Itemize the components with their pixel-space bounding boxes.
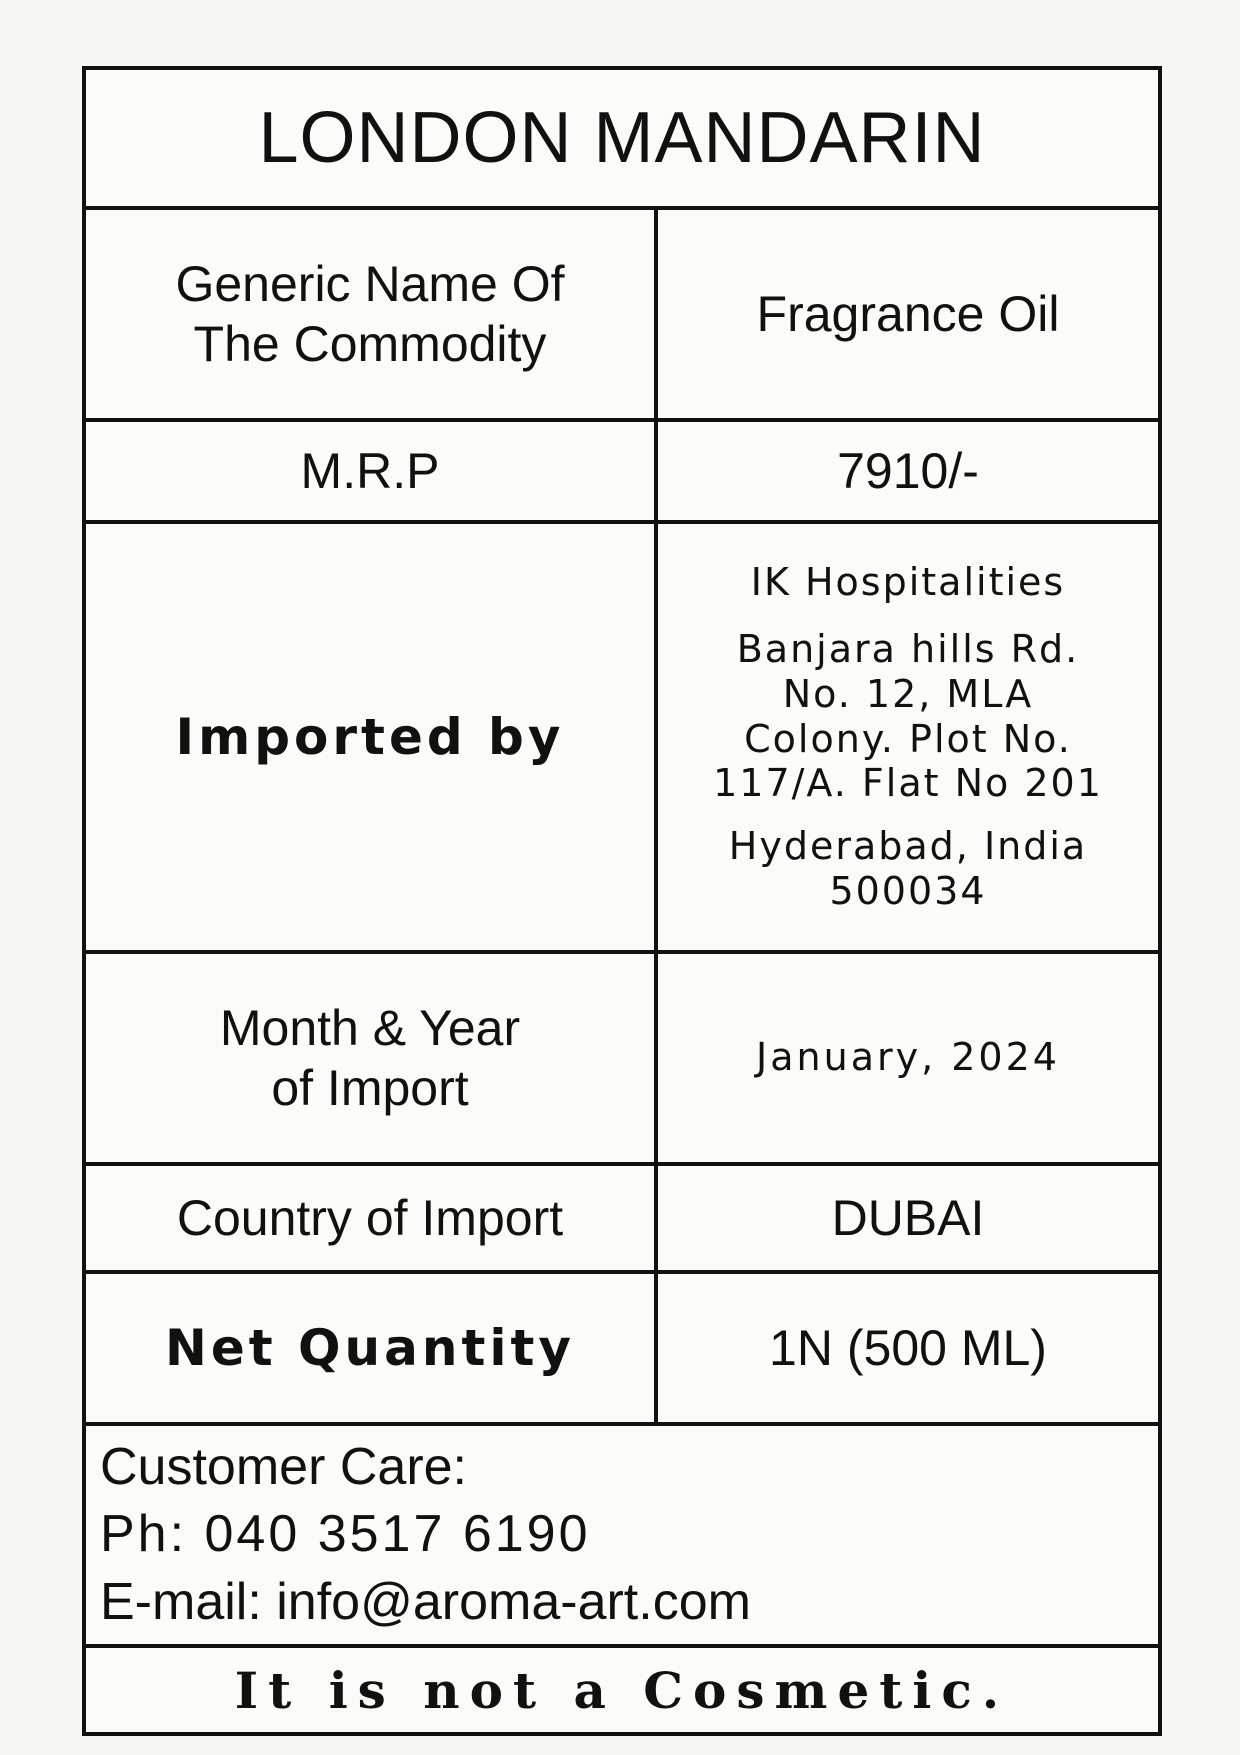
generic-name-label-text: Generic Name Of The Commodity	[175, 256, 565, 372]
cosmetic-note: It is not a Cosmetic.	[234, 1660, 1010, 1720]
mrp-row	[86, 422, 1158, 524]
net-quantity-value: 1N (500 ML)	[769, 1320, 1047, 1376]
customer-care-email: E-mail: info@aroma-art.com	[100, 1572, 751, 1631]
generic-name-label	[86, 210, 658, 418]
title-row	[86, 70, 1158, 210]
country-value: DUBAI	[831, 1190, 985, 1246]
customer-care-block	[86, 1426, 1158, 1648]
importer-address: Banjara hills Rd. No. 12, MLA Colony. Plot No. 117/A. Flat No 201	[713, 626, 1103, 806]
mrp-label: M.R.P	[86, 422, 658, 520]
importer-name: IK Hospitalities	[750, 560, 1066, 605]
importer-label: Imported by	[86, 524, 658, 950]
product-title: LONDON MANDARIN	[258, 98, 986, 178]
month-year-value: January, 2024	[756, 1035, 1060, 1080]
net-quantity-label: Net Quantity	[86, 1274, 658, 1422]
country-label: Country of Import	[86, 1166, 658, 1270]
importer-city: Hyderabad, India 500034	[728, 824, 1088, 914]
product-label	[82, 66, 1162, 1736]
generic-name-row	[86, 210, 1158, 422]
customer-care-phone: Ph: 040 3517 6190	[100, 1505, 591, 1564]
month-year-label-text: Month & Year of Import	[219, 1000, 521, 1116]
importer-row	[86, 524, 1158, 954]
country-row	[86, 1166, 1158, 1274]
generic-name-value: Fragrance Oil	[756, 286, 1060, 342]
customer-care-heading: Customer Care:	[100, 1437, 467, 1496]
net-quantity-row	[86, 1274, 1158, 1426]
importer-details	[658, 524, 1158, 950]
month-year-row	[86, 954, 1158, 1166]
mrp-value: 7910/-	[837, 443, 979, 499]
month-year-label	[86, 954, 658, 1162]
